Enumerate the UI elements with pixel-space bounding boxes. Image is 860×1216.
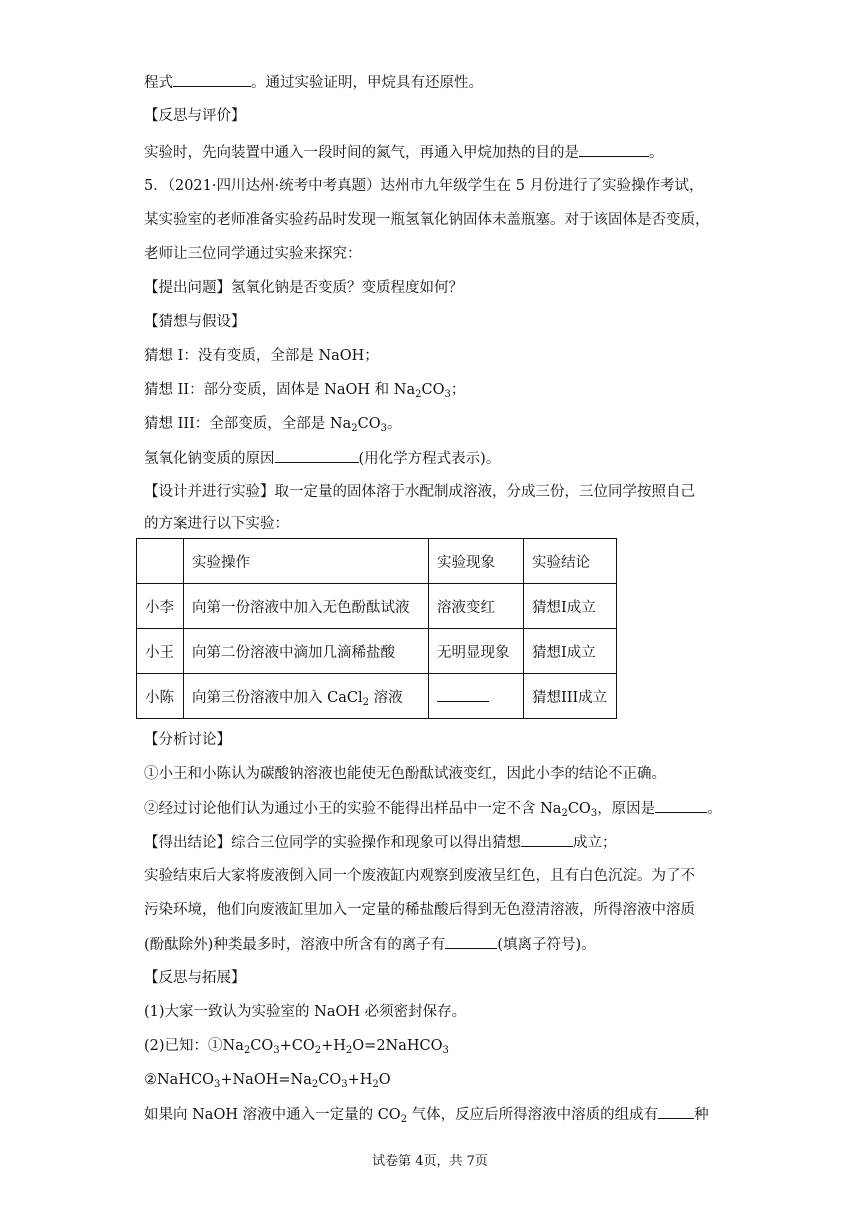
- question-5-title: 5．（2021·四川达州·统考中考真题）达州市九年级学生在 5 月份进行了实验操作考试，: [144, 178, 704, 194]
- line-3: 实验时，先向装置中通入一段时间的氮气，再通入甲烷加热的目的是 。: [144, 142, 664, 163]
- line-21: (酚酞除外)种类最多时，溶液中所含有的离子有 (填离子符号)。: [144, 934, 596, 955]
- extension-2-eq2: $②NaHCO_3+NaOH=Na_2CO_3+H_2O$: [144, 1072, 391, 1090]
- conclusion-line: 【得出结论】综合三位同学的实验操作和现象可以得出猜想 成立；: [144, 832, 617, 853]
- line-1: 程式 。通过实验证明，甲烷具有还原性。: [144, 72, 483, 93]
- table-header-row: [137, 539, 617, 584]
- discussion-2: ②经过讨论他们认为通过小王的实验不能得出样品中一定不含 $Na_2CO_3$，原因是 。: [144, 798, 722, 819]
- discussion-1: ①小王和小陈认为碳酸钠溶液也能使无色酚酞试液变红，因此小李的结论不正确。: [144, 766, 666, 782]
- extension-2-eq1: (2)已知：$①Na_2CO_3+CO_2+H_2O=2NaHCO_3$: [144, 1038, 449, 1056]
- section-heading: 【分析讨论】: [144, 732, 231, 748]
- answer-blank[interactable]: [655, 798, 707, 813]
- student-name: 小陈: [137, 674, 184, 719]
- question-text: 实验结束后大家将废液倒入同一个废液缸内观察到废液呈红色，且有白色沉淀。为了不: [144, 868, 695, 884]
- extension-question: 如果向 NaOH 溶液中通入一定量的 $CO_2$ 气体，反应后所得溶液中溶质的组成有 种: [144, 1104, 709, 1125]
- experiment-design-cont: 的方案进行以下实验：: [144, 516, 289, 532]
- answer-blank[interactable]: [173, 72, 251, 87]
- table-row: [137, 584, 617, 629]
- extension-1: (1)大家一致认为实验室的 NaOH 必须密封保存。: [144, 1004, 467, 1020]
- section-heading: 【猜想与假设】: [144, 314, 246, 330]
- table-header-cell: 实验操作: [184, 539, 429, 584]
- table-row: [137, 674, 617, 719]
- section-heading: 【反思与拓展】: [144, 970, 246, 986]
- answer-blank[interactable]: [437, 687, 489, 702]
- operation-cell: 向第三份溶液中加入 CaCl$_2$ 溶液: [184, 674, 429, 719]
- table-header-cell: 实验现象: [429, 539, 524, 584]
- hypothesis-2: 猜想 II：部分变质，固体是 NaOH 和 $Na_2CO_3$；: [144, 382, 466, 400]
- table-row: [137, 629, 617, 674]
- conclusion-cell: 猜想III成立: [524, 674, 617, 719]
- line-12: 氢氧化钠变质的原因 (用化学方程式表示)。: [144, 448, 500, 469]
- experiment-table: [136, 538, 617, 719]
- experiment-design: 【设计并进行实验】取一定量的固体溶于水配制成溶液，分成三份，三位同学按照自己: [144, 484, 695, 500]
- table-header-cell: 实验结论: [524, 539, 617, 584]
- operation-cell: 向第一份溶液中加入无色酚酞试液: [184, 584, 429, 629]
- question-text: 老师让三位同学通过实验来探究：: [144, 246, 362, 262]
- page-footer: 试卷第 4页，共 7页: [372, 1154, 488, 1169]
- phenomenon-cell: [429, 674, 524, 719]
- answer-blank[interactable]: [445, 934, 497, 949]
- student-name: 小李: [137, 584, 184, 629]
- answer-blank[interactable]: [658, 1104, 694, 1119]
- hypothesis-1: 猜想 I：没有变质，全部是 NaOH；: [144, 348, 379, 364]
- answer-blank[interactable]: [275, 448, 359, 463]
- phenomenon-cell: 无明显现象: [429, 629, 524, 674]
- question-text: 污染环境，他们向废液缸里加入一定量的稀盐酸后得到无色澄清溶液，所得溶液中溶质: [144, 902, 695, 918]
- phenomenon-cell: 溶液变红: [429, 584, 524, 629]
- hypothesis-3: 猜想 III：全部变质，全部是 $Na_2CO_3$。: [144, 416, 402, 434]
- conclusion-cell: 猜想I成立: [524, 629, 617, 674]
- section-heading: 【反思与评价】: [144, 108, 246, 124]
- table-header-cell: [137, 539, 184, 584]
- answer-blank[interactable]: [579, 142, 649, 157]
- operation-cell: 向第二份溶液中滴加几滴稀盐酸: [184, 629, 429, 674]
- section-heading: 【提出问题】氢氧化钠是否变质？变质程度如何？: [144, 280, 463, 296]
- answer-blank[interactable]: [521, 832, 573, 847]
- question-text: 某实验室的老师准备实验药品时发现一瓶氢氧化钠固体未盖瓶塞。对于该固体是否变质，: [144, 212, 710, 228]
- student-name: 小王: [137, 629, 184, 674]
- conclusion-cell: 猜想I成立: [524, 584, 617, 629]
